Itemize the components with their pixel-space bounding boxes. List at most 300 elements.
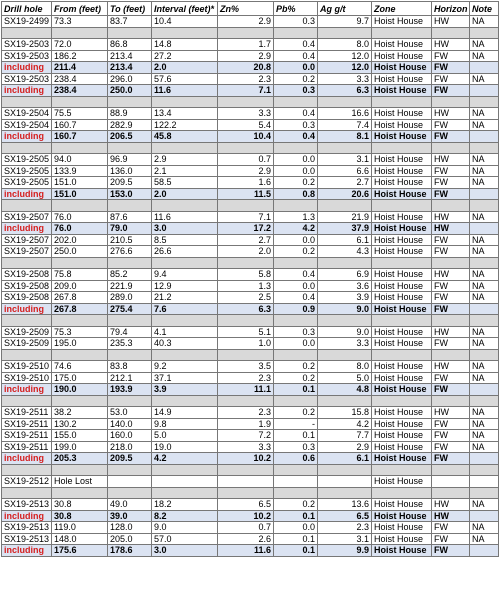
cell-from-feet: Hole Lost (52, 476, 108, 488)
cell-to-feet (108, 142, 152, 154)
cell-zn-pct: 1.3 (218, 280, 274, 292)
cell-pb-pct: 0.2 (274, 361, 318, 373)
cell-pb-pct: 0.3 (274, 119, 318, 131)
cell-note (470, 188, 499, 200)
cell-zn-pct: 2.6 (218, 533, 274, 545)
cell-drill-hole (2, 464, 52, 476)
cell-zn-pct: 2.7 (218, 234, 274, 246)
cell-zone: Hoist House (372, 177, 432, 189)
cell-ag-gpt: 9.7 (318, 16, 372, 28)
cell-ag-gpt (318, 27, 372, 39)
cell-interval-feet: 2.0 (152, 62, 218, 74)
cell-to-feet: 86.8 (108, 39, 152, 51)
cell-pb-pct: 0.0 (274, 338, 318, 350)
cell-to-feet: 87.6 (108, 211, 152, 223)
cell-zone: Hoist House (372, 165, 432, 177)
cell-zone (372, 395, 432, 407)
cell-to-feet (108, 349, 152, 361)
cell-pb-pct: 0.1 (274, 384, 318, 396)
cell-drill-hole: SX19-2508 (2, 280, 52, 292)
cell-zn-pct: 1.0 (218, 338, 274, 350)
cell-pb-pct: 0.9 (274, 303, 318, 315)
cell-ag-gpt: 3.1 (318, 154, 372, 166)
cell-drill-hole: SX19-2513 (2, 499, 52, 511)
cell-zone: Hoist House (372, 533, 432, 545)
cell-pb-pct (274, 27, 318, 39)
column-header-pb-pct: Pb% (274, 2, 318, 16)
cell-to-feet: 140.0 (108, 418, 152, 430)
cell-ag-gpt: 13.6 (318, 499, 372, 511)
cell-horizon (432, 476, 470, 488)
cell-drill-hole: SX19-2507 (2, 246, 52, 258)
cell-zn-pct: 11.5 (218, 188, 274, 200)
cell-zone: Hoist House (372, 131, 432, 143)
cell-horizon: FW (432, 131, 470, 143)
cell-horizon (432, 395, 470, 407)
cell-pb-pct: 4.2 (274, 223, 318, 235)
cell-to-feet: 136.0 (108, 165, 152, 177)
cell-drill-hole: including (2, 223, 52, 235)
cell-zn-pct: 6.5 (218, 499, 274, 511)
table-row (2, 211, 499, 223)
table-row (2, 16, 499, 28)
cell-note: NA (470, 533, 499, 545)
cell-to-feet: 85.2 (108, 269, 152, 281)
cell-to-feet: 153.0 (108, 188, 152, 200)
cell-to-feet: 282.9 (108, 119, 152, 131)
cell-horizon: HW (432, 510, 470, 522)
cell-from-feet: 205.3 (52, 453, 108, 465)
cell-zone (372, 464, 432, 476)
including-row (2, 131, 499, 143)
cell-to-feet: 39.0 (108, 510, 152, 522)
cell-note: NA (470, 246, 499, 258)
cell-zone: Hoist House (372, 234, 432, 246)
cell-note (470, 62, 499, 74)
cell-note: NA (470, 16, 499, 28)
cell-ag-gpt: 9.9 (318, 545, 372, 557)
cell-zone: Hoist House (372, 50, 432, 62)
cell-zone: Hoist House (372, 418, 432, 430)
cell-from-feet (52, 27, 108, 39)
cell-from-feet: 75.5 (52, 108, 108, 120)
cell-note (470, 476, 499, 488)
cell-to-feet: 250.0 (108, 85, 152, 97)
cell-from-feet: 186.2 (52, 50, 108, 62)
cell-from-feet (52, 487, 108, 499)
cell-from-feet: 75.8 (52, 269, 108, 281)
cell-to-feet: 88.9 (108, 108, 152, 120)
cell-zone: Hoist House (372, 211, 432, 223)
cell-zn-pct (218, 27, 274, 39)
cell-from-feet: 209.0 (52, 280, 108, 292)
cell-pb-pct: 0.0 (274, 234, 318, 246)
cell-note: NA (470, 292, 499, 304)
cell-ag-gpt: 12.0 (318, 50, 372, 62)
cell-to-feet: 213.4 (108, 50, 152, 62)
cell-to-feet: 289.0 (108, 292, 152, 304)
cell-note (470, 257, 499, 269)
cell-from-feet: 30.8 (52, 510, 108, 522)
cell-interval-feet: 12.9 (152, 280, 218, 292)
cell-to-feet: 276.6 (108, 246, 152, 258)
cell-interval-feet: 3.0 (152, 223, 218, 235)
cell-zn-pct: 1.9 (218, 418, 274, 430)
cell-note: NA (470, 154, 499, 166)
cell-note: NA (470, 418, 499, 430)
cell-to-feet: 205.0 (108, 533, 152, 545)
cell-zone: Hoist House (372, 522, 432, 534)
cell-note (470, 200, 499, 212)
cell-to-feet: 178.6 (108, 545, 152, 557)
cell-note (470, 315, 499, 327)
cell-to-feet: 128.0 (108, 522, 152, 534)
cell-horizon: FW (432, 338, 470, 350)
cell-zone: Hoist House (372, 361, 432, 373)
table-row (2, 165, 499, 177)
cell-zn-pct: 0.7 (218, 522, 274, 534)
cell-drill-hole: SX19-2512 (2, 476, 52, 488)
cell-drill-hole (2, 487, 52, 499)
cell-ag-gpt: 7.4 (318, 119, 372, 131)
cell-pb-pct (274, 200, 318, 212)
cell-interval-feet: 57.0 (152, 533, 218, 545)
cell-note: NA (470, 50, 499, 62)
cell-note (470, 303, 499, 315)
cell-to-feet: 83.7 (108, 16, 152, 28)
cell-from-feet: 73.3 (52, 16, 108, 28)
cell-pb-pct: - (274, 418, 318, 430)
cell-horizon: FW (432, 522, 470, 534)
cell-ag-gpt: 5.0 (318, 372, 372, 384)
cell-drill-hole: SX19-2510 (2, 361, 52, 373)
cell-interval-feet: 14.8 (152, 39, 218, 51)
cell-to-feet: 213.4 (108, 62, 152, 74)
column-header-interval-feet: Interval (feet)* (152, 2, 218, 16)
cell-ag-gpt: 3.6 (318, 280, 372, 292)
cell-ag-gpt: 7.7 (318, 430, 372, 442)
cell-drill-hole (2, 349, 52, 361)
cell-drill-hole: SX19-2513 (2, 522, 52, 534)
cell-pb-pct: 0.0 (274, 280, 318, 292)
cell-horizon: FW (432, 384, 470, 396)
cell-drill-hole: SX19-2509 (2, 338, 52, 350)
cell-note: NA (470, 361, 499, 373)
cell-zn-pct: 2.3 (218, 372, 274, 384)
cell-from-feet: 76.0 (52, 223, 108, 235)
cell-drill-hole: including (2, 131, 52, 143)
cell-ag-gpt: 9.0 (318, 326, 372, 338)
cell-pb-pct (274, 315, 318, 327)
cell-horizon: FW (432, 430, 470, 442)
cell-ag-gpt: 4.8 (318, 384, 372, 396)
cell-horizon (432, 142, 470, 154)
cell-drill-hole (2, 395, 52, 407)
cell-interval-feet: 8.2 (152, 510, 218, 522)
cell-ag-gpt (318, 96, 372, 108)
cell-horizon: FW (432, 119, 470, 131)
cell-horizon: FW (432, 62, 470, 74)
cell-ag-gpt (318, 257, 372, 269)
cell-pb-pct (274, 395, 318, 407)
table-body (2, 16, 499, 557)
cell-pb-pct: 0.3 (274, 16, 318, 28)
column-header-from-feet: From (feet) (52, 2, 108, 16)
cell-horizon: HW (432, 211, 470, 223)
cell-zone: Hoist House (372, 510, 432, 522)
cell-from-feet: 238.4 (52, 85, 108, 97)
cell-interval-feet (152, 487, 218, 499)
cell-zn-pct (218, 476, 274, 488)
cell-note (470, 142, 499, 154)
cell-to-feet: 218.0 (108, 441, 152, 453)
cell-ag-gpt: 6.3 (318, 85, 372, 97)
cell-interval-feet: 122.2 (152, 119, 218, 131)
cell-interval-feet: 7.6 (152, 303, 218, 315)
cell-ag-gpt (318, 315, 372, 327)
cell-note: NA (470, 407, 499, 419)
cell-horizon: FW (432, 418, 470, 430)
cell-to-feet: 83.8 (108, 361, 152, 373)
cell-drill-hole (2, 257, 52, 269)
cell-zn-pct: 2.9 (218, 16, 274, 28)
cell-from-feet: 72.0 (52, 39, 108, 51)
cell-zn-pct: 2.3 (218, 407, 274, 419)
cell-note (470, 96, 499, 108)
cell-to-feet (108, 257, 152, 269)
cell-interval-feet: 2.1 (152, 165, 218, 177)
cell-to-feet: 79.0 (108, 223, 152, 235)
cell-horizon: HW (432, 39, 470, 51)
cell-pb-pct: 0.4 (274, 108, 318, 120)
cell-drill-hole: SX19-2511 (2, 407, 52, 419)
cell-horizon: HW (432, 361, 470, 373)
cell-drill-hole: SX19-2507 (2, 234, 52, 246)
cell-ag-gpt: 2.7 (318, 177, 372, 189)
cell-to-feet (108, 27, 152, 39)
cell-zone: Hoist House (372, 85, 432, 97)
cell-zn-pct: 3.3 (218, 441, 274, 453)
cell-from-feet (52, 257, 108, 269)
cell-ag-gpt: 16.6 (318, 108, 372, 120)
cell-from-feet: 160.7 (52, 119, 108, 131)
cell-from-feet: 151.0 (52, 188, 108, 200)
cell-interval-feet (152, 349, 218, 361)
cell-ag-gpt: 6.5 (318, 510, 372, 522)
table-row (2, 476, 499, 488)
cell-ag-gpt: 20.6 (318, 188, 372, 200)
cell-pb-pct: 0.3 (274, 441, 318, 453)
cell-drill-hole: SX19-2499 (2, 16, 52, 28)
cell-zone: Hoist House (372, 108, 432, 120)
cell-horizon: FW (432, 441, 470, 453)
cell-interval-feet: 13.4 (152, 108, 218, 120)
cell-ag-gpt: 6.6 (318, 165, 372, 177)
cell-note: NA (470, 211, 499, 223)
cell-interval-feet (152, 96, 218, 108)
cell-to-feet (108, 395, 152, 407)
cell-interval-feet: 5.0 (152, 430, 218, 442)
cell-zn-pct: 2.9 (218, 50, 274, 62)
cell-from-feet: 267.8 (52, 303, 108, 315)
cell-zone: Hoist House (372, 223, 432, 235)
cell-to-feet (108, 464, 152, 476)
cell-from-feet: 211.4 (52, 62, 108, 74)
cell-zn-pct: 2.0 (218, 246, 274, 258)
cell-zone (372, 487, 432, 499)
cell-horizon: HW (432, 154, 470, 166)
column-header-drill-hole: Drill hole (2, 2, 52, 16)
table-row (2, 50, 499, 62)
cell-zn-pct (218, 142, 274, 154)
cell-ag-gpt (318, 395, 372, 407)
cell-interval-feet: 4.2 (152, 453, 218, 465)
cell-from-feet: 202.0 (52, 234, 108, 246)
cell-zone: Hoist House (372, 326, 432, 338)
cell-from-feet: 148.0 (52, 533, 108, 545)
cell-to-feet (108, 487, 152, 499)
cell-to-feet: 296.0 (108, 73, 152, 85)
cell-zone: Hoist House (372, 39, 432, 51)
cell-pb-pct: 0.4 (274, 50, 318, 62)
separator-row (2, 96, 499, 108)
cell-drill-hole: including (2, 510, 52, 522)
cell-from-feet: 151.0 (52, 177, 108, 189)
cell-from-feet: 133.9 (52, 165, 108, 177)
cell-zn-pct: 17.2 (218, 223, 274, 235)
cell-pb-pct: 0.1 (274, 430, 318, 442)
cell-pb-pct: 0.0 (274, 165, 318, 177)
cell-drill-hole: SX19-2508 (2, 269, 52, 281)
cell-ag-gpt (318, 142, 372, 154)
cell-pb-pct: 0.1 (274, 545, 318, 557)
cell-ag-gpt: 6.1 (318, 453, 372, 465)
cell-from-feet: 75.3 (52, 326, 108, 338)
cell-interval-feet: 14.9 (152, 407, 218, 419)
table-row (2, 338, 499, 350)
cell-from-feet (52, 142, 108, 154)
cell-interval-feet (152, 464, 218, 476)
cell-horizon: FW (432, 234, 470, 246)
cell-horizon: HW (432, 269, 470, 281)
cell-horizon (432, 27, 470, 39)
cell-drill-hole: including (2, 188, 52, 200)
cell-from-feet: 175.0 (52, 372, 108, 384)
table-row (2, 177, 499, 189)
cell-ag-gpt: 8.1 (318, 131, 372, 143)
separator-row (2, 200, 499, 212)
cell-from-feet (52, 96, 108, 108)
cell-from-feet: 74.6 (52, 361, 108, 373)
cell-horizon: FW (432, 188, 470, 200)
cell-interval-feet: 2.9 (152, 154, 218, 166)
separator-row (2, 395, 499, 407)
cell-zone: Hoist House (372, 372, 432, 384)
cell-horizon (432, 349, 470, 361)
cell-to-feet: 79.4 (108, 326, 152, 338)
cell-zn-pct: 10.2 (218, 510, 274, 522)
cell-pb-pct: 0.4 (274, 292, 318, 304)
table-row (2, 326, 499, 338)
cell-zone: Hoist House (372, 280, 432, 292)
cell-zone (372, 142, 432, 154)
cell-zone: Hoist House (372, 188, 432, 200)
column-header-ag-gpt: Ag g/t (318, 2, 372, 16)
cell-interval-feet: 2.0 (152, 188, 218, 200)
cell-interval-feet (152, 476, 218, 488)
cell-zn-pct: 1.6 (218, 177, 274, 189)
cell-pb-pct: 0.2 (274, 407, 318, 419)
cell-ag-gpt: 4.3 (318, 246, 372, 258)
cell-note (470, 453, 499, 465)
cell-drill-hole: SX19-2503 (2, 73, 52, 85)
cell-note (470, 395, 499, 407)
cell-note (470, 510, 499, 522)
cell-horizon: FW (432, 280, 470, 292)
cell-zn-pct: 5.4 (218, 119, 274, 131)
including-row (2, 510, 499, 522)
including-row (2, 303, 499, 315)
cell-pb-pct: 0.6 (274, 453, 318, 465)
table-row (2, 441, 499, 453)
cell-ag-gpt: 3.3 (318, 73, 372, 85)
cell-horizon (432, 315, 470, 327)
cell-from-feet (52, 464, 108, 476)
cell-note: NA (470, 522, 499, 534)
cell-zn-pct: 20.8 (218, 62, 274, 74)
cell-drill-hole: SX19-2509 (2, 326, 52, 338)
cell-drill-hole: SX19-2504 (2, 119, 52, 131)
table-row (2, 418, 499, 430)
cell-zn-pct (218, 200, 274, 212)
cell-from-feet: 155.0 (52, 430, 108, 442)
cell-zone: Hoist House (372, 119, 432, 131)
cell-drill-hole: including (2, 453, 52, 465)
cell-pb-pct (274, 349, 318, 361)
cell-zone: Hoist House (372, 338, 432, 350)
cell-zn-pct: 2.3 (218, 73, 274, 85)
cell-from-feet (52, 315, 108, 327)
cell-horizon: FW (432, 165, 470, 177)
cell-zn-pct (218, 257, 274, 269)
cell-from-feet: 160.7 (52, 131, 108, 143)
cell-drill-hole: SX19-2503 (2, 50, 52, 62)
cell-from-feet: 119.0 (52, 522, 108, 534)
cell-to-feet: 275.4 (108, 303, 152, 315)
cell-pb-pct (274, 142, 318, 154)
cell-pb-pct: 0.3 (274, 85, 318, 97)
table-row (2, 280, 499, 292)
cell-horizon (432, 96, 470, 108)
cell-pb-pct: 0.1 (274, 510, 318, 522)
cell-zn-pct: 0.7 (218, 154, 274, 166)
cell-drill-hole (2, 27, 52, 39)
cell-pb-pct (274, 464, 318, 476)
cell-interval-feet (152, 395, 218, 407)
cell-zone: Hoist House (372, 407, 432, 419)
cell-interval-feet: 11.6 (152, 85, 218, 97)
cell-from-feet: 250.0 (52, 246, 108, 258)
cell-horizon: FW (432, 372, 470, 384)
cell-to-feet: 235.3 (108, 338, 152, 350)
cell-to-feet: 193.9 (108, 384, 152, 396)
cell-horizon (432, 487, 470, 499)
cell-interval-feet: 3.0 (152, 545, 218, 557)
cell-horizon (432, 200, 470, 212)
cell-zone (372, 96, 432, 108)
cell-from-feet: 76.0 (52, 211, 108, 223)
cell-drill-hole: SX19-2511 (2, 430, 52, 442)
